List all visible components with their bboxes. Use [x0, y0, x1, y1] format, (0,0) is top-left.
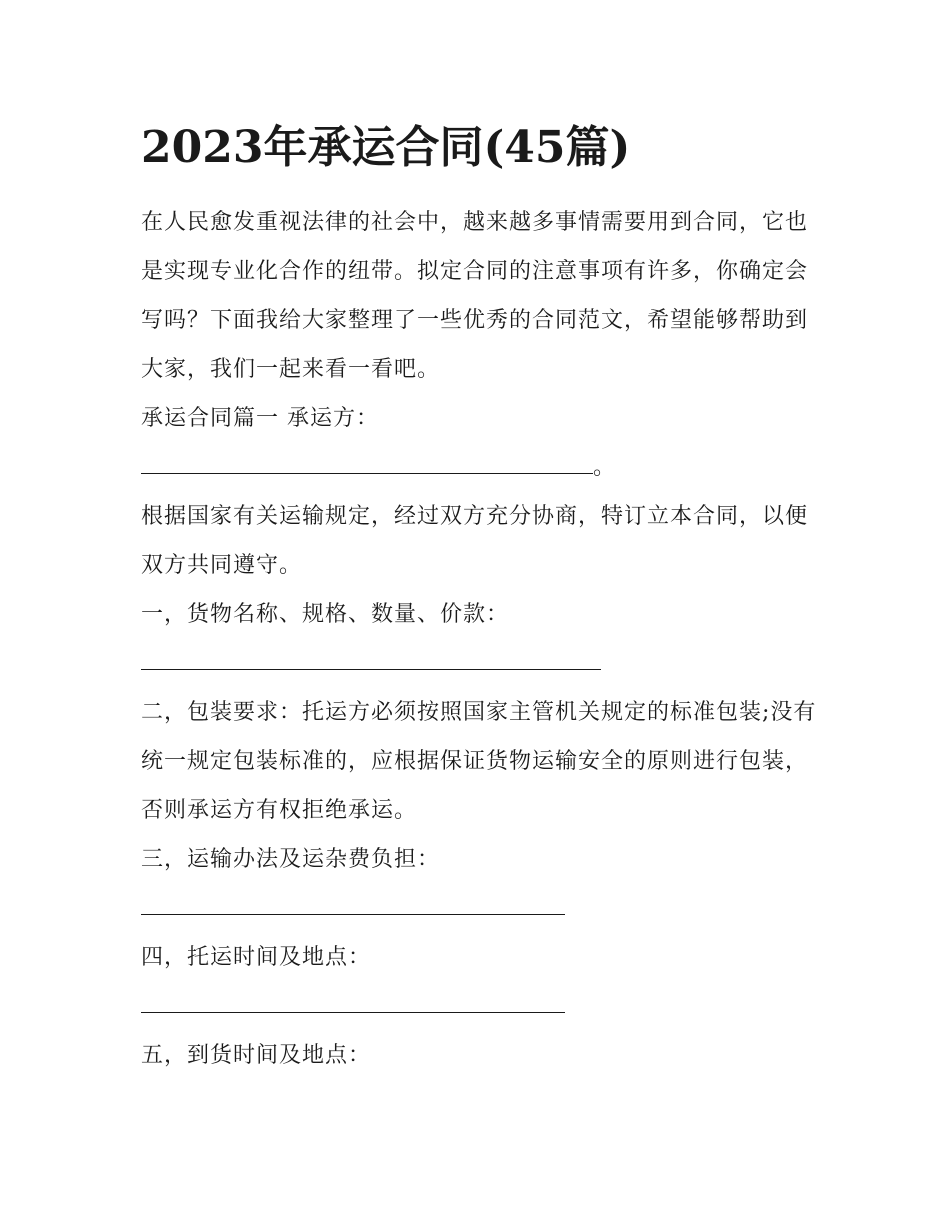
- blank-suffix: 。: [593, 455, 616, 480]
- goods-blank-line: [141, 639, 821, 688]
- document-title: 2023年承运合同(45篇): [141, 122, 631, 173]
- clause-2-packaging: 二，包装要求：托运方必须按照国家主管机关规定的标准包装;没有统一规定包装标准的，应根据保证货物运输安全的原则进行包装，否则承运方有权拒绝承运。: [141, 700, 817, 823]
- fill-in-underline: [141, 443, 593, 474]
- transport-blank-line: [141, 884, 821, 933]
- intro-paragraph: 在人民愈发重视法律的社会中，越来越多事情需要用到合同，它也是实现专业化合作的纽带。拟定合同的注意事项有许多，你确定会写吗？下面我给大家整理了一些优秀的合同范文，希望能够帮助到大家，我们一起来看一看吧。: [141, 210, 809, 382]
- fill-in-underline: [141, 884, 565, 915]
- clause-3-transport: 三，运输办法及运杂费负担：: [141, 847, 441, 872]
- fill-in-underline: [141, 982, 565, 1013]
- fill-in-underline: [141, 639, 601, 670]
- clause-4-shipping-time: 四，托运时间及地点：: [141, 945, 372, 970]
- section-carrier-label: 承运合同篇一 承运方：: [141, 406, 379, 431]
- shipping-blank-line: [141, 982, 821, 1031]
- agreement-paragraph: 根据国家有关运输规定，经过双方充分协商，特订立本合同，以便双方共同遵守。: [141, 504, 809, 578]
- document-body: [141, 118, 821, 1080]
- carrier-blank-line: [141, 443, 821, 492]
- clause-5-arrival-time: 五，到货时间及地点：: [141, 1043, 372, 1068]
- clause-1-goods: 一，货物名称、规格、数量、价款：: [141, 602, 510, 627]
